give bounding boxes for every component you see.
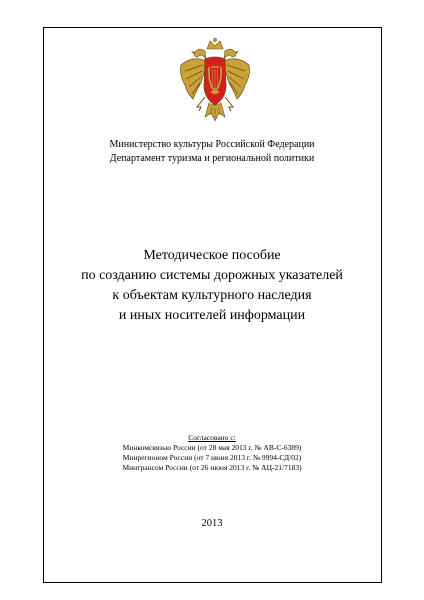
department-name: Департамент туризма и региональной политики	[109, 153, 315, 164]
document-title	[0, 246, 424, 326]
double-headed-eagle-lyre-emblem-icon	[175, 37, 255, 127]
title-line: к объектам культурного наследия	[112, 288, 312, 303]
title-line: и иных носителей информации	[118, 308, 306, 323]
title-line: по созданию системы дорожных указателей	[81, 268, 343, 283]
approval-line: Минрегионом России (от 7 июня 2013 г. № 9994-СД/02)	[122, 453, 302, 462]
approval-heading: Согласовано с:	[188, 433, 236, 442]
approval-block	[0, 433, 424, 473]
ministry-name: Министерство культуры Российской Федерации	[109, 139, 315, 150]
publication-year: 2013	[201, 518, 223, 529]
title-line: Методическое пособие	[143, 248, 281, 263]
emblem	[175, 37, 255, 127]
approval-line: Минкомсвязью России (от 28 мая 2013 г. № АВ-С-6389)	[122, 443, 302, 452]
approval-line: Минтрансом России (от 26 июня 2013 г. № АЦ-21/7183)	[122, 463, 302, 472]
